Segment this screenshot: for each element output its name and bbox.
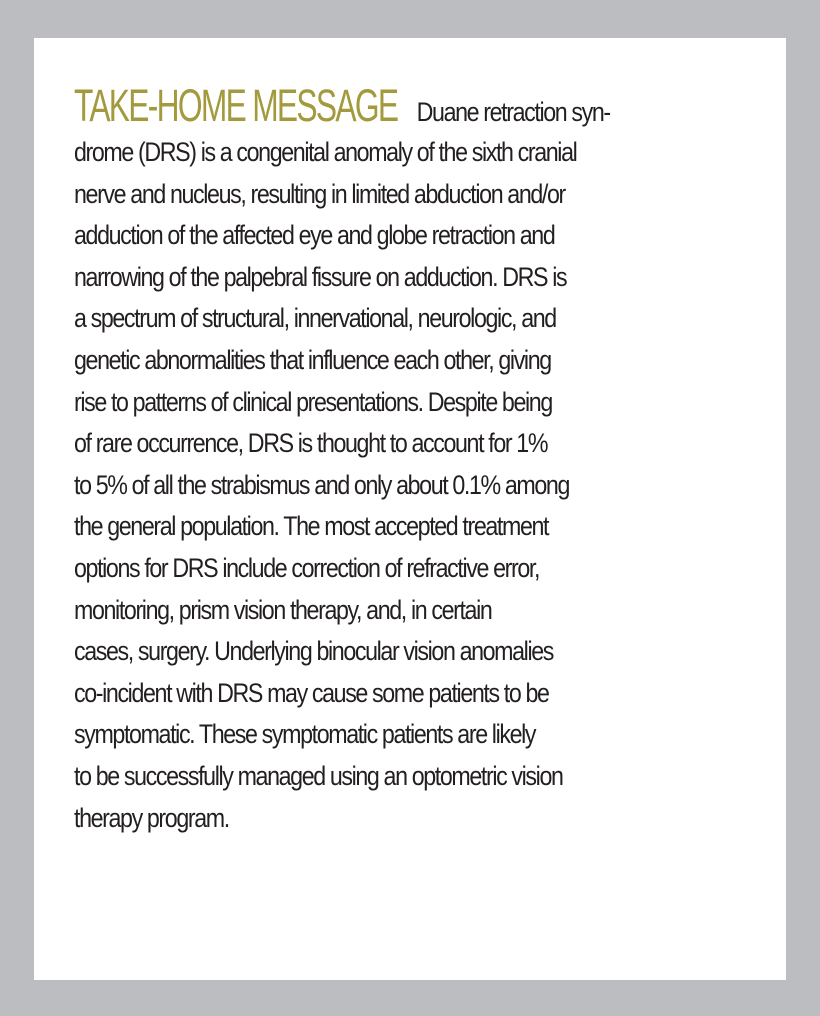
message-body [74, 80, 667, 839]
message-line-1: Duane retraction syn- [416, 97, 610, 127]
message-line: nerve and nucleus, resulting in limited abduction and/or [74, 178, 565, 209]
message-line: drome (DRS) is a congenital anomaly of the sixth cranial [74, 137, 577, 167]
message-line: of rare occurrence, DRS is thought to account for 1% [74, 428, 548, 459]
message-line: genetic abnormalities that influence each other, giving [74, 344, 551, 375]
message-line: options for DRS include correction of refractive error, [74, 552, 540, 583]
message-line: to 5% of all the strabismus and only about 0.1% among [74, 469, 570, 500]
message-line: cases, surgery. Underlying binocular vision anomalies [74, 636, 554, 667]
message-line: rise to patterns of clinical presentations. Despite being [74, 386, 552, 417]
message-first-line [74, 80, 667, 132]
message-line: adduction of the affected eye and globe retraction and [74, 220, 555, 251]
message-line: therapy program. [74, 802, 229, 833]
message-line: the general population. The most accepted treatment [74, 511, 549, 542]
message-line: monitoring, prism vision therapy, and, in certain [74, 594, 492, 625]
message-line: narrowing of the palpebral fissure on adduction. DRS is [74, 261, 567, 292]
message-line: co-incident with DRS may cause some patients to be [74, 677, 549, 708]
take-home-message-box [34, 38, 786, 980]
section-heading: TAKE-HOME MESSAGE [74, 80, 398, 131]
message-line: symptomatic. These symptomatic patients are likely [74, 719, 536, 750]
message-line: a spectrum of structural, innervational, neurologic, and [74, 303, 556, 334]
message-line: to be successfully managed using an optometric vision [74, 760, 563, 791]
